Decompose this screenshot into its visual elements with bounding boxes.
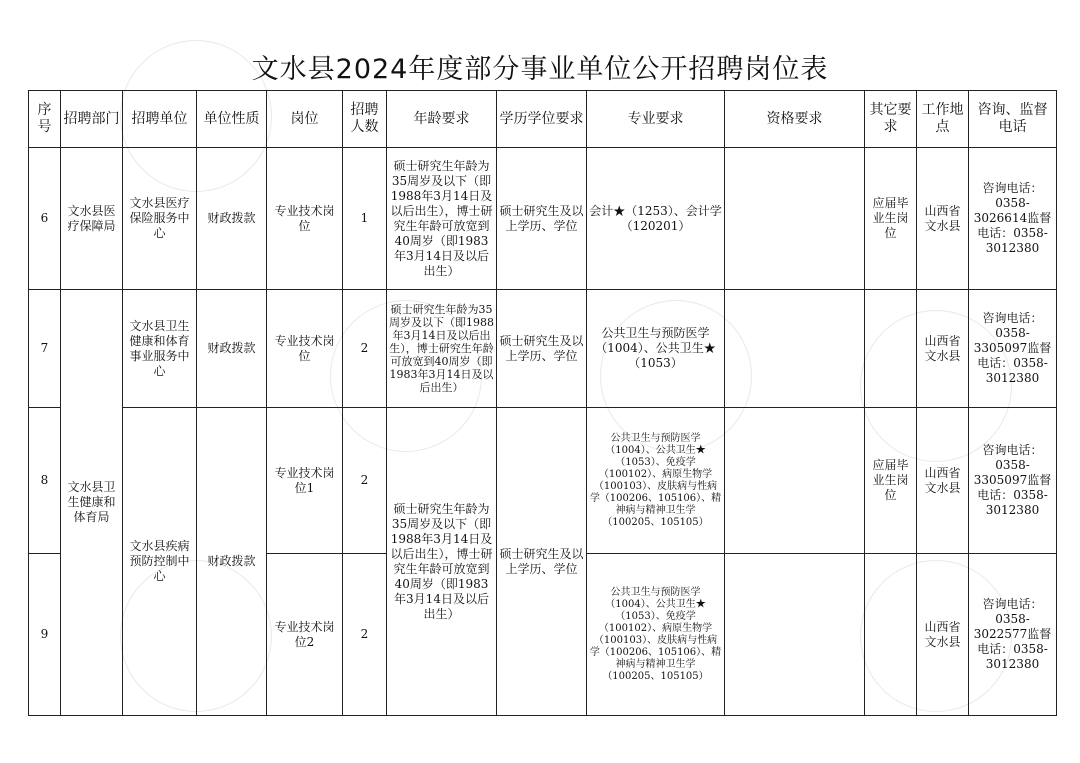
cell-seq: 7 [29,290,61,408]
cell-nature: 财政拨款 [197,290,267,408]
cell-qual [725,148,865,290]
header-other: 其它要求 [865,91,917,148]
table-row [29,408,1057,554]
cell-edu: 硕士研究生及以上学历、学位 [497,148,587,290]
cell-count: 2 [343,290,387,408]
cell-major: 公共卫生与预防医学（1004）、公共卫生★（1053）、免疫学（100102）、病原生物学（100103）、皮肤病与性病学（100206、105106）、精神病与精神卫生学（100205、105105） [587,554,725,716]
cell-dept: 文水县医疗保障局 [61,148,123,290]
cell-qual [725,290,865,408]
cell-phone: 咨询电话：0358-3305097监督电话：0358-3012380 [969,290,1057,408]
cell-edu: 硕士研究生及以上学历、学位 [497,290,587,408]
cell-unit: 文水县医疗保险服务中心 [123,148,197,290]
cell-post: 专业技术岗位2 [267,554,343,716]
cell-age: 硕士研究生年龄为35周岁及以下（即1988年3月14日及以后出生），博士研究生年龄可放宽到40周岁（即1983年3月14日及以后出生） [387,408,497,716]
page-title: 文水县2024年度部分事业单位公开招聘岗位表 [251,54,829,85]
header-unit: 招聘单位 [123,91,197,148]
cell-age: 硕士研究生年龄为35周岁及以下（即1988年3月14日及以后出生），博士研究生年龄可放宽到40周岁（即1983年3月14日及以后出生） [387,290,497,408]
header-dept: 招聘部门 [61,91,123,148]
cell-other [865,554,917,716]
header-age: 年龄要求 [387,91,497,148]
cell-count: 2 [343,408,387,554]
cell-age: 硕士研究生年龄为35周岁及以下（即1988年3月14日及以后出生），博士研究生年龄可放宽到40周岁（即1983年3月14日及以后出生） [387,148,497,290]
cell-loc: 山西省文水县 [917,290,969,408]
cell-qual [725,408,865,554]
header-edu: 学历学位要求 [497,91,587,148]
cell-seq: 9 [29,554,61,716]
cell-seq: 8 [29,408,61,554]
cell-loc: 山西省文水县 [917,554,969,716]
header-loc: 工作地点 [917,91,969,148]
cell-major: 公共卫生与预防医学（1004）、公共卫生★（1053）、免疫学（100102）、病原生物学（100103）、皮肤病与性病学（100206、105106）、精神病与精神卫生学（100205、105105） [587,408,725,554]
cell-seq: 6 [29,148,61,290]
cell-dept: 文水县卫生健康和体育局 [61,290,123,716]
header-count: 招聘人数 [343,91,387,148]
cell-other [865,290,917,408]
cell-nature: 财政拨款 [197,148,267,290]
recruitment-table [28,90,1057,716]
header-seq: 序号 [29,91,61,148]
cell-phone: 咨询电话：0358-3022577监督电话：0358-3012380 [969,554,1057,716]
cell-qual [725,554,865,716]
cell-post: 专业技术岗位1 [267,408,343,554]
cell-phone: 咨询电话：0358-3305097监督电话：0358-3012380 [969,408,1057,554]
cell-unit: 文水县疾病预防控制中心 [123,408,197,716]
header-major: 专业要求 [587,91,725,148]
header-nature: 单位性质 [197,91,267,148]
cell-post: 专业技术岗位 [267,148,343,290]
cell-post: 专业技术岗位 [267,290,343,408]
cell-loc: 山西省文水县 [917,148,969,290]
header-post: 岗位 [267,91,343,148]
cell-unit: 文水县卫生健康和体育事业服务中心 [123,290,197,408]
table-row [29,290,1057,408]
table-header-row [29,91,1057,148]
table-row [29,148,1057,290]
cell-other: 应届毕业生岗位 [865,408,917,554]
cell-nature: 财政拨款 [197,408,267,716]
cell-count: 2 [343,554,387,716]
header-qual: 资格要求 [725,91,865,148]
cell-major: 公共卫生与预防医学（1004）、公共卫生★（1053） [587,290,725,408]
cell-loc: 山西省文水县 [917,408,969,554]
cell-phone: 咨询电话：0358-3026614监督电话：0358-3012380 [969,148,1057,290]
header-phone: 咨询、监督电话 [969,91,1057,148]
cell-edu: 硕士研究生及以上学历、学位 [497,408,587,716]
cell-count: 1 [343,148,387,290]
cell-major: 会计★（1253）、会计学（120201） [587,148,725,290]
cell-other: 应届毕业生岗位 [865,148,917,290]
